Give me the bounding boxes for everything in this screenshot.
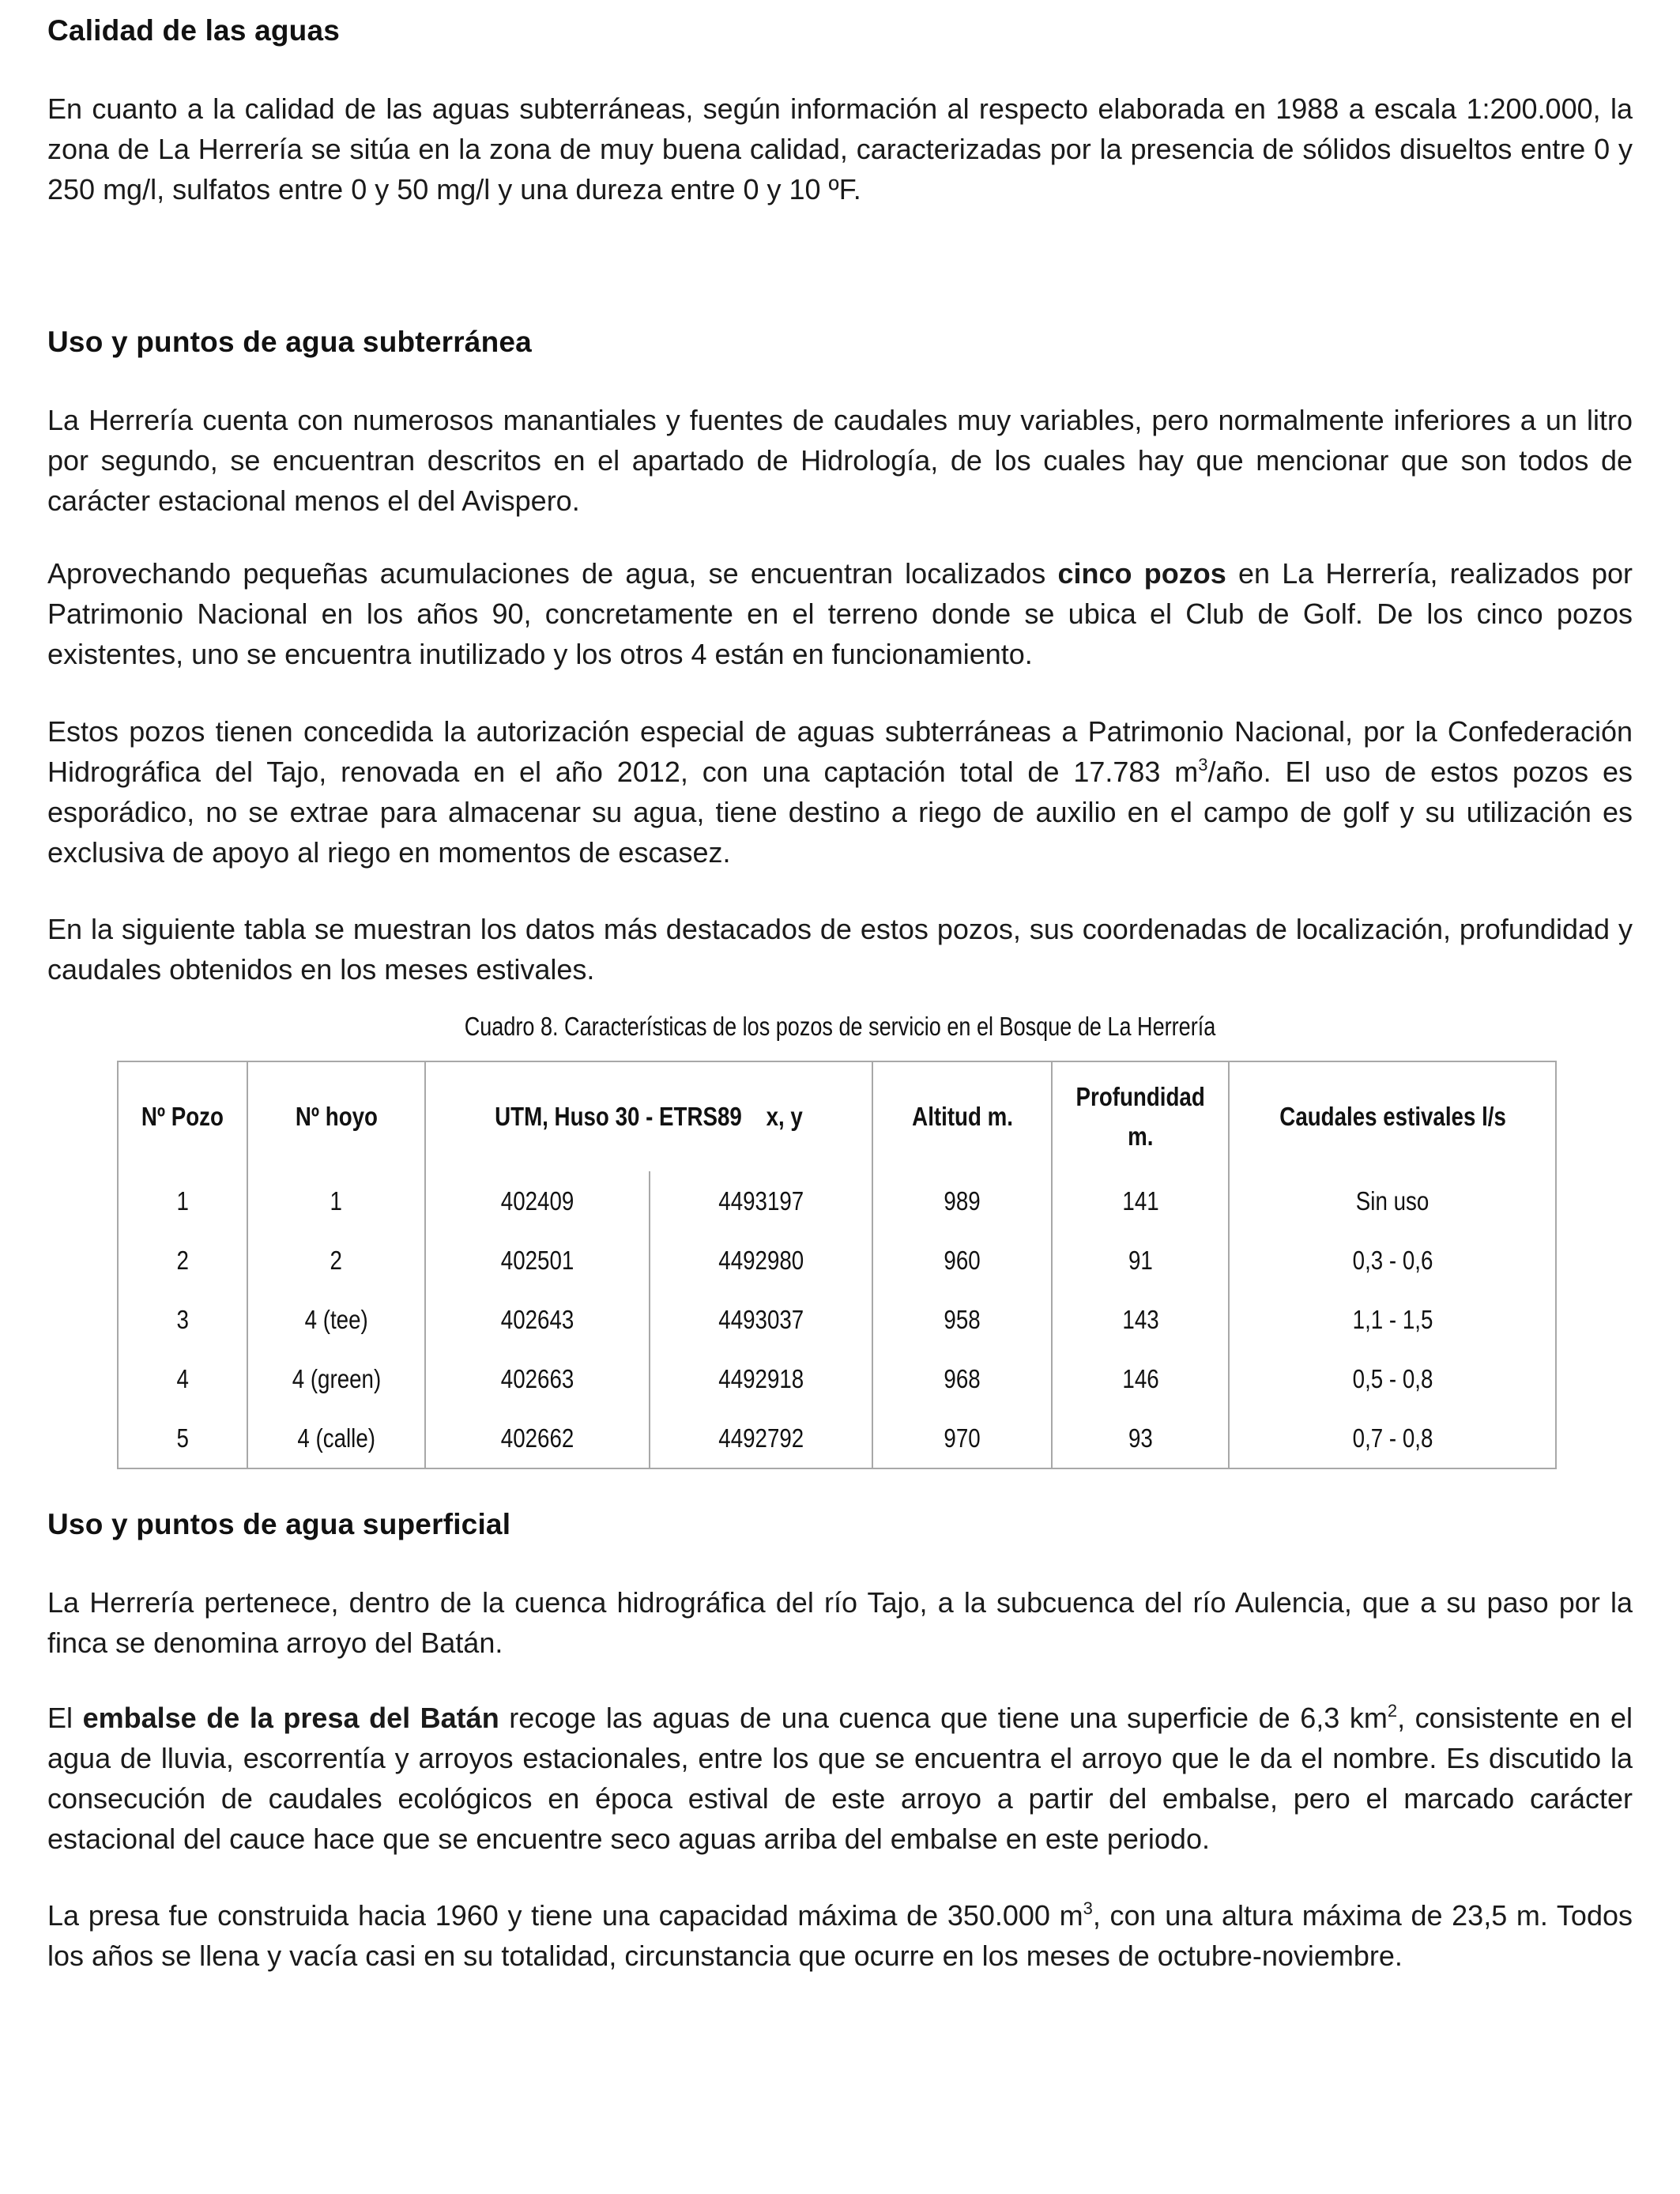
- cell-pozo: 2: [118, 1231, 247, 1290]
- header-utm: UTM, Huso 30 - ETRS89 x, y: [425, 1061, 872, 1171]
- cell-pozo: 1: [118, 1171, 247, 1231]
- header-hoyo: Nº hoyo: [247, 1061, 426, 1171]
- cell-altitud: 960: [872, 1231, 1053, 1290]
- cell-caudales: 0,7 - 0,8: [1352, 1423, 1433, 1453]
- table-row: [118, 1408, 1556, 1468]
- paragraph-manantiales: La Herrería cuenta con numerosos manantiales y fuentes de caudales muy variables, pero normalmente inferiores a un litro por segundo, se encuentran descritos en el apartado de Hidrología, de los cuales hay que mencionar que son todos de carácter estacional menos el del Avispero.: [47, 404, 1633, 517]
- bold-cinco-pozos: cinco pozos: [1057, 557, 1226, 590]
- cell-altitud: 958: [872, 1290, 1053, 1349]
- paragraph-presa: La presa fue construida hacia 1960 y tiene una capacidad máxima de 350.000 $m^3$, con una altura máxima de 23,5 m. Todos los años se llena y vacía casi en su totalidad, circunstancia que ocurre en los meses de octubre-noviembre.: [47, 1898, 1633, 1972]
- cell-x: 402662: [425, 1408, 650, 1468]
- cell-y: 4493037: [650, 1290, 872, 1349]
- table-header-row: [118, 1061, 1556, 1171]
- cell-y: 4493197: [650, 1171, 872, 1231]
- section-title-superficial: Uso y puntos de agua superficial: [47, 1508, 511, 1540]
- cell-caudales: 1,1 - 1,5: [1352, 1304, 1433, 1334]
- cell-altitud: 968: [872, 1349, 1053, 1408]
- cell-caudales: Sin uso: [1355, 1186, 1430, 1216]
- wells-table: [117, 1061, 1557, 1469]
- cell-hoyo: 4 (tee): [247, 1290, 426, 1349]
- bold-embalse: embalse de la presa del Batán: [82, 1702, 499, 1734]
- header-profundidad: Profundidad m.: [1052, 1061, 1229, 1171]
- header-altitud: Altitud m.: [872, 1061, 1053, 1171]
- cell-x: 402663: [425, 1349, 650, 1408]
- cell-profundidad: 143: [1052, 1290, 1229, 1349]
- cell-hoyo: 1: [247, 1171, 426, 1231]
- paragraph-calidad: En cuanto a la calidad de las aguas subterráneas, según información al respecto elaborada en 1988 a escala 1:200.000, la zona de La Herrería se sitúa en la zona de muy buena calidad, caracterizadas por la presencia de sólidos disueltos entre 0 y 250 mg/l, sulfatos entre 0 y 50 mg/l y una dureza entre 0 y 10 ºF.: [47, 92, 1633, 205]
- cell-hoyo: 4 (calle): [247, 1408, 426, 1468]
- section-title-subterranea: Uso y puntos de agua subterránea: [47, 326, 532, 358]
- paragraph-tabla-intro: En la siguiente tabla se muestran los datos más destacados de estos pozos, sus coordenadas de localización, profundidad y caudales obtenidos en los meses estivales.: [47, 913, 1633, 986]
- cell-profundidad: 141: [1052, 1171, 1229, 1231]
- paragraph-pozos: Aprovechando pequeñas acumulaciones de agua, se encuentran localizados cinco pozos en La Herrería, realizados por Patrimonio Nacional en los años 90, concretamente en el terreno donde se ubica el Club de Golf. De los cinco pozos existentes, uno se encuentra inutilizado y los otros 4 están en funcionamiento.: [47, 557, 1633, 670]
- cell-caudales: 0,3 - 0,6: [1352, 1245, 1433, 1275]
- header-caudales: Caudales estivales l/s: [1279, 1102, 1506, 1131]
- cell-caudales: 0,5 - 0,8: [1352, 1363, 1433, 1393]
- cell-altitud: 970: [872, 1408, 1053, 1468]
- cell-hoyo: 4 (green): [247, 1349, 426, 1408]
- cell-x: 402409: [425, 1171, 650, 1231]
- table-caption: Cuadro 8. Características de los pozos de servicio en el Bosque de La Herrería: [464, 1012, 1216, 1041]
- cell-y: 4492980: [650, 1231, 872, 1290]
- cell-profundidad: 146: [1052, 1349, 1229, 1408]
- cell-pozo: 4: [118, 1349, 247, 1408]
- paragraph-embalse: El embalse de la presa del Batán recoge las aguas de una cuenca que tiene una superficie de 6,3 $km^2$, consistente en el agua de lluvia, escorrentía y arroyos estacionales, entre los que se encuentra el arroyo que le da el nombre. Es discutido la consecución de caudales ecológicos en época estival de este arroyo a partir del embalse, pero el marcado carácter estacional del cauce hace que se encuentre seco aguas arriba del embalse en este periodo.: [47, 1701, 1633, 1855]
- cell-y: 4492918: [650, 1349, 872, 1408]
- table-row: [118, 1231, 1556, 1290]
- cell-pozo: 5: [118, 1408, 247, 1468]
- table-row: [118, 1290, 1556, 1349]
- cell-x: 402643: [425, 1290, 650, 1349]
- table-row: [118, 1171, 1556, 1231]
- cell-altitud: 989: [872, 1171, 1053, 1231]
- table-row: [118, 1349, 1556, 1408]
- cell-profundidad: 93: [1052, 1408, 1229, 1468]
- cell-hoyo: 2: [247, 1231, 426, 1290]
- cell-profundidad: 91: [1052, 1231, 1229, 1290]
- header-pozo: Nº Pozo: [118, 1061, 247, 1171]
- paragraph-autorizacion: Estos pozos tienen concedida la autorización especial de aguas subterráneas a Patrimonio Nacional, por la Confederación Hidrográfica del Tajo, renovada en el año 2012, con una captación total de 17.783 $m^3$/año. El uso de estos pozos es esporádico, no se extrae para almacenar su agua, tiene destino a riego de auxilio en el campo de golf y su utilización es exclusiva de apoyo al riego en momentos de escasez.: [47, 715, 1633, 869]
- cell-y: 4492792: [650, 1408, 872, 1468]
- cell-x: 402501: [425, 1231, 650, 1290]
- cell-pozo: 3: [118, 1290, 247, 1349]
- section-title-calidad: Calidad de las aguas: [47, 14, 341, 47]
- paragraph-cuenca: La Herrería pertenece, dentro de la cuenca hidrográfica del río Tajo, a la subcuenca del río Aulencia, que a su paso por la finca se denomina arroyo del Batán.: [47, 1586, 1633, 1659]
